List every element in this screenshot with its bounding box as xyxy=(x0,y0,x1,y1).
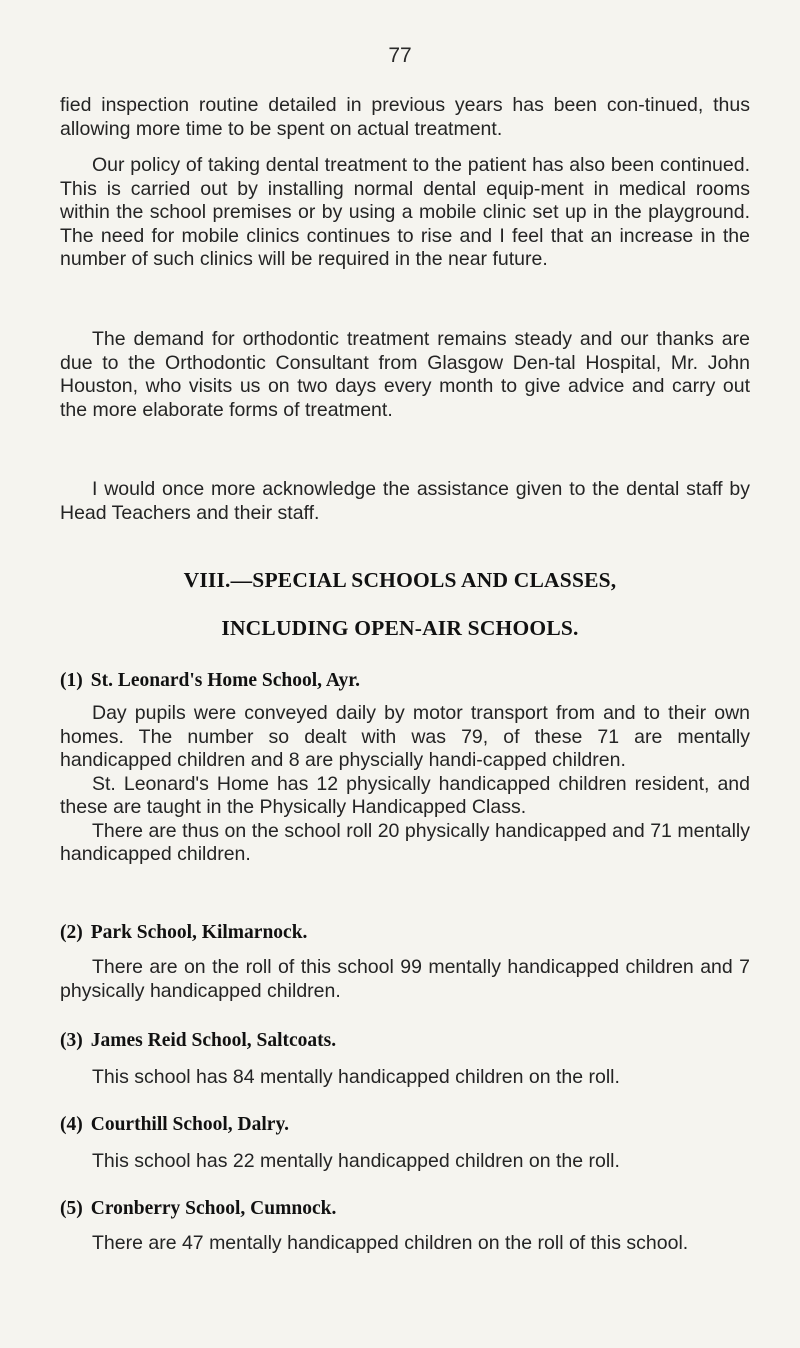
paragraph-orthodontic-treatment: The demand for orthodontic treatment remains steady and our thanks are due to the Orthodontic Consultant from Glasgow Den-tal Hospital, Mr. John Houston, who visits us on two days every month to give advice and carry out the more elaborate forms of treatment. xyxy=(60,328,750,421)
school-name: Cronberry School, Cumnock. xyxy=(90,1198,337,1219)
section-heading-line-2: INCLUDING OPEN-AIR SCHOOLS. xyxy=(221,616,579,640)
paragraph-dental-policy: Our policy of taking dental treatment to the patient has also been continued. This is carried out by installing normal dental equip-ment in medical rooms within the school premises or by using a mobile clinic set up in the playground. The need for mobile clinics continues to rise and I feel that an increase in the number of such clinics will be required in the near future. xyxy=(60,154,750,270)
school-number: (5) xyxy=(60,1198,83,1219)
school-body-park xyxy=(60,956,750,1003)
paragraph-acknowledgement: I would once more acknowledge the assistance given to the dental staff by Head Teachers and their staff. xyxy=(60,478,750,524)
school-name: St. Leonard's Home School, Ayr. xyxy=(90,670,360,691)
school-number: (1) xyxy=(60,670,83,691)
school-number: (4) xyxy=(60,1114,83,1135)
paragraph-inspection-routine: fied inspection routine detailed in previous years has been con-tinued, thus allowing more time to be spent on actual treatment. xyxy=(60,94,750,140)
school-name: Courthill School, Dalry. xyxy=(90,1114,290,1135)
school-body-st-leonards xyxy=(60,702,750,867)
school-body-courthill xyxy=(60,1150,750,1174)
school-paragraph: This school has 22 mentally handicapped children on the roll. xyxy=(92,1150,620,1172)
school-paragraph: There are on the roll of this school 99 mentally handicapped children and 7 physically handicapped children. xyxy=(60,956,750,1002)
page-number: 77 xyxy=(388,44,412,67)
school-heading-park xyxy=(60,922,750,944)
school-heading-st-leonards xyxy=(60,670,750,692)
school-heading-cronberry xyxy=(60,1198,750,1220)
school-paragraph: There are 47 mentally handicapped children on the roll of this school. xyxy=(92,1232,689,1254)
school-heading-courthill xyxy=(60,1114,750,1136)
school-heading-james-reid xyxy=(60,1030,750,1052)
school-body-james-reid xyxy=(60,1066,750,1090)
school-paragraph: There are thus on the school roll 20 physically handicapped and 71 mentally handicapped children. xyxy=(60,819,750,865)
school-paragraph: This school has 84 mentally handicapped children on the roll. xyxy=(92,1066,620,1088)
school-paragraph: Day pupils were conveyed daily by motor transport from and to their own homes. The number so dealt with was 79, of these 71 are mentally handicapped children and 8 are physcially handi-capped children. xyxy=(60,702,750,771)
school-name: Park School, Kilmarnock. xyxy=(90,922,308,943)
school-body-cronberry xyxy=(60,1232,750,1256)
school-name: James Reid School, Saltcoats. xyxy=(90,1030,337,1051)
section-heading-line-1: VIII.—SPECIAL SCHOOLS AND CLASSES, xyxy=(183,568,617,592)
school-number: (2) xyxy=(60,922,83,943)
school-paragraph: St. Leonard's Home has 12 physically handicapped children resident, and these are taught in the Physically Handicapped Class. xyxy=(60,772,750,818)
school-number: (3) xyxy=(60,1030,83,1051)
